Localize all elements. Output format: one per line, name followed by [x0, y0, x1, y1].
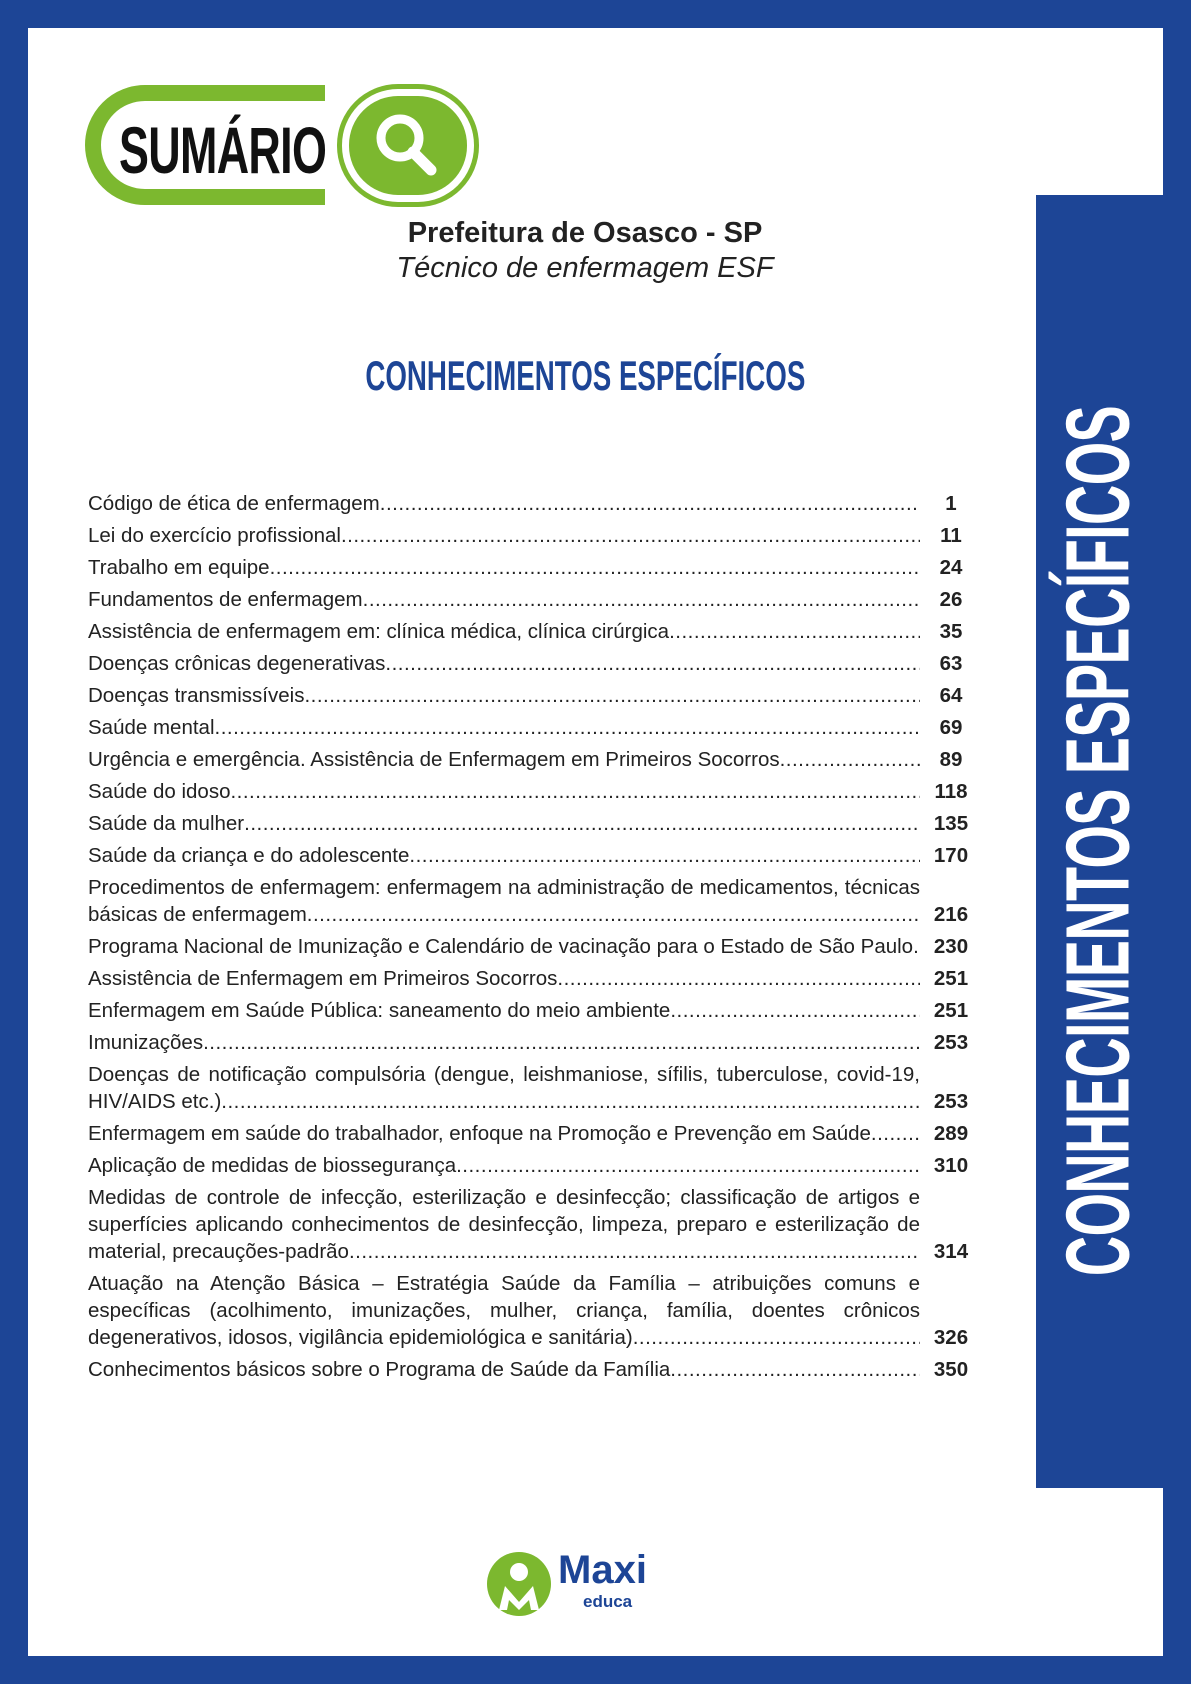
toc-entry-page: 253 [933, 1090, 969, 1113]
toc-entry-title: Fundamentos de enfermagem [88, 588, 363, 611]
toc-entry [88, 778, 976, 805]
summary-badge [85, 84, 479, 207]
toc-entry-title-line: Doenças de notificação compulsória (dengue, leishmaniose, sífilis, tuberculose, covid-19, [88, 1063, 920, 1086]
toc-entry [88, 874, 976, 928]
toc-entry-title-line: Procedimentos de enfermagem: enfermagem na administração de medicamentos, técnicas [88, 876, 920, 899]
toc-entry-title-line: degenerativos, idosos, vigilância epidemiológica e sanitária) [88, 1326, 633, 1349]
toc-entry-page: 118 [934, 780, 968, 803]
toc-entry-title-line: superfícies aplicando conhecimentos de desinfecção, limpeza, preparo e esterilização de [88, 1213, 920, 1236]
toc-entry [88, 997, 976, 1024]
toc-entry-page: 35 [939, 620, 963, 643]
toc-entry-title-line: básicas de enfermagem [88, 903, 307, 926]
side-title: CONHECIMENTOS ESPECÍFICOS [1048, 405, 1149, 1277]
toc-entry [88, 1029, 976, 1056]
toc-entry-title: Saúde mental [88, 716, 215, 739]
toc-entry-title: Enfermagem em Saúde Pública: saneamento do meio ambiente [88, 999, 671, 1022]
toc-entry [88, 682, 976, 709]
toc-entry [88, 618, 976, 645]
toc-entry-page: 310 [933, 1154, 969, 1177]
toc-entry-page: 216 [933, 903, 969, 926]
toc-entry-page: 63 [939, 652, 963, 675]
toc-entry-title-line: específicas (acolhimento, imunizações, mulher, criança, família, doentes crônicos [88, 1299, 920, 1322]
toc-entry [88, 1184, 976, 1265]
logo-name: Maxi [558, 1548, 647, 1592]
logo-mark-icon [485, 1548, 555, 1618]
toc-entry-title: Doenças crônicas degenerativas [88, 652, 386, 675]
toc-entry-title: Código de ética de enfermagem [88, 492, 380, 515]
toc-entry [88, 1120, 976, 1147]
toc-entry [88, 522, 976, 549]
organization-title: Prefeitura de Osasco - SP [407, 217, 763, 249]
toc-entry [88, 1152, 976, 1179]
toc-entry-title: Doenças transmissíveis [88, 684, 305, 707]
toc-entry-title-line: HIV/AIDS etc.) [88, 1090, 222, 1113]
badge-title: SUMÁRIO [119, 113, 327, 187]
role-subtitle: Técnico de enfermagem ESF [396, 252, 774, 284]
toc-entry-title: Assistência de Enfermagem em Primeiros Socorros [88, 967, 558, 990]
toc-entry [88, 554, 976, 581]
toc-entry-title: Conhecimentos básicos sobre o Programa de Saúde da Família [88, 1358, 671, 1381]
toc-entry [88, 746, 976, 773]
toc-entry [88, 1061, 976, 1115]
toc-entry-title-line: Programa Nacional de Imunização e Calendário de vacinação para o Estado de São Paulo [88, 935, 914, 958]
toc-entry-title: Aplicação de medidas de biossegurança [88, 1154, 457, 1177]
toc-entry-title: Saúde do idoso [88, 780, 231, 803]
toc-entry-page: 1 [945, 492, 957, 515]
toc-entry-page: 69 [939, 716, 963, 739]
toc-entry [88, 1270, 976, 1351]
toc-entry-title-line: Medidas de controle de infecção, esterilização e desinfecção; classificação de artigos e [88, 1186, 920, 1209]
toc-entry-page: 89 [939, 748, 963, 771]
toc-entry-title: Saúde da criança e do adolescente [88, 844, 410, 867]
maxi-educa-logo [485, 1548, 685, 1618]
toc-entry-title-line: Atuação na Atenção Básica – Estratégia Saúde da Família – atribuições comuns e [88, 1272, 920, 1295]
toc-entry [88, 810, 976, 837]
toc-entry-page: 289 [933, 1122, 969, 1145]
toc-entry [88, 1356, 976, 1383]
toc-entry-title: Imunizações [88, 1031, 204, 1054]
toc-entry-page: 26 [939, 588, 963, 611]
toc-entry-page: 326 [933, 1326, 969, 1349]
toc-entry [88, 965, 976, 992]
toc-entry-page: 64 [939, 684, 963, 707]
toc-entry-page: 350 [933, 1358, 969, 1381]
toc-entry [88, 650, 976, 677]
table-of-contents [88, 490, 976, 1388]
toc-entry-page: 230 [933, 935, 969, 958]
toc-entry-page: 24 [939, 556, 963, 579]
toc-entry-page: 251 [933, 967, 969, 990]
toc-entry-page: 253 [933, 1031, 969, 1054]
toc-entry-page: 11 [940, 524, 962, 547]
toc-entry-page: 251 [933, 999, 969, 1022]
toc-entry-title-line: Enfermagem em saúde do trabalhador, enfoque na Promoção e Prevenção em Saúde [88, 1122, 871, 1145]
logo-tagline: educa [583, 1592, 633, 1611]
toc-entry-title: Saúde da mulher [88, 812, 245, 835]
toc-entry-page: 314 [933, 1240, 969, 1263]
toc-entry-title: Lei do exercício profissional [88, 524, 341, 547]
toc-entry [88, 490, 976, 517]
toc-entry [88, 714, 976, 741]
toc-entry-title: Assistência de enfermagem em: clínica médica, clínica cirúrgica [88, 620, 670, 643]
toc-entry-page: 170 [933, 844, 969, 867]
toc-entry-title: Trabalho em equipe [88, 556, 270, 579]
toc-entry [88, 586, 976, 613]
section-heading: CONHECIMENTOS ESPECÍFICOS [365, 352, 805, 399]
toc-entry [88, 933, 976, 960]
toc-entry-page: 135 [933, 812, 969, 835]
toc-entry-title: Urgência e emergência. Assistência de Enfermagem em Primeiros Socorros [88, 748, 780, 771]
toc-entry-title-line: material, precauções-padrão [88, 1240, 349, 1263]
toc-entry [88, 842, 976, 869]
